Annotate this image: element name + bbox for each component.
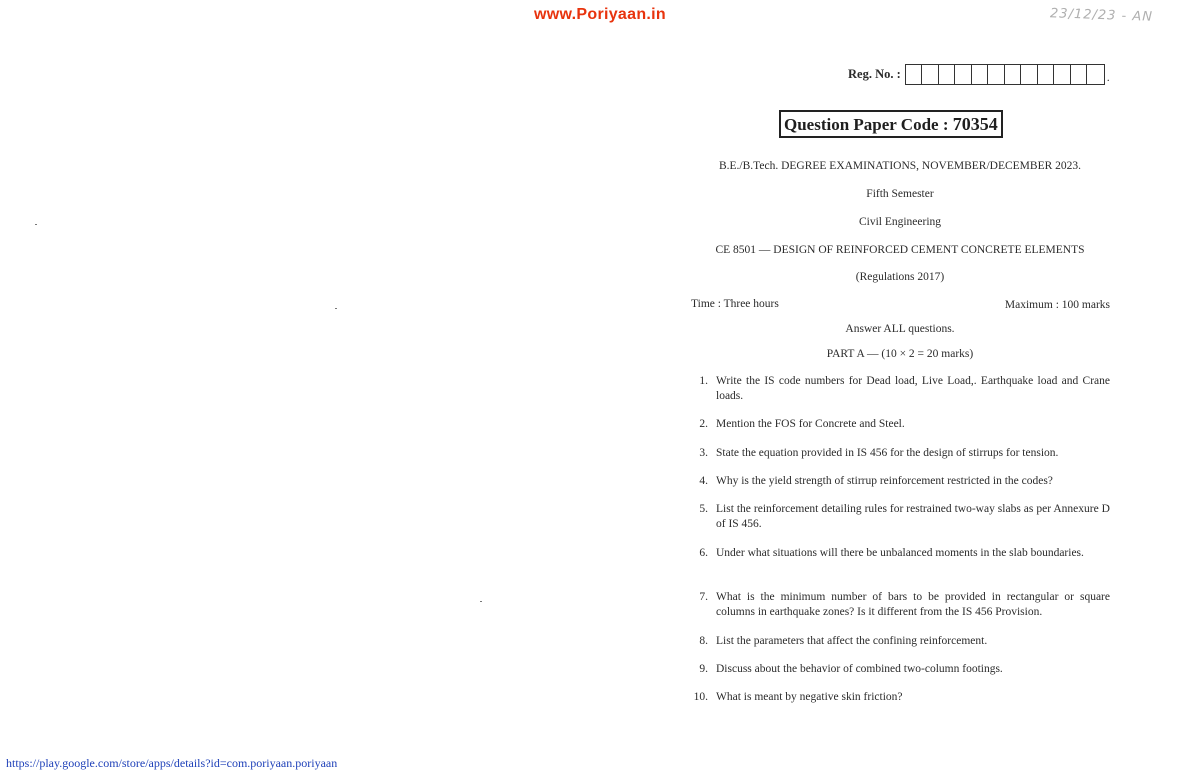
reg-number-boxes (905, 64, 1105, 85)
question-number: 4. (699, 475, 708, 487)
app-store-link[interactable]: https://play.google.com/store/apps/details?id=com.poriyaan.poriyaan (6, 756, 338, 770)
reg-number-box (1021, 65, 1038, 84)
question-text: List the reinforcement detailing rules for restrained two-way slabs as per Annexure D of IS 456. (716, 503, 1110, 530)
scan-speck (335, 308, 337, 309)
question-paper-code-number: 70354 (952, 114, 998, 134)
reg-number-box (1087, 65, 1104, 84)
reg-number-label: Reg. No. : (848, 67, 901, 81)
reg-number-box (906, 65, 923, 84)
part-a-heading: PART A — (10 × 2 = 20 marks) (826, 348, 974, 360)
question-item (686, 474, 1110, 489)
question-number: 7. (699, 591, 708, 603)
question-item (686, 634, 1110, 649)
reg-number-box (1071, 65, 1088, 84)
instruction: Answer ALL questions. (845, 323, 955, 335)
question-item (686, 662, 1110, 677)
question-item (686, 446, 1110, 461)
question-number: 2. (699, 418, 708, 430)
question-text: Discuss about the behavior of combined two-column footings. (716, 663, 1003, 675)
site-watermark-header[interactable]: www.Poriyaan.in (534, 6, 666, 23)
question-text: Write the IS code numbers for Dead load, Live Load,. Earthquake load and Crane loads. (716, 375, 1110, 402)
question-item (686, 417, 1110, 432)
question-item (686, 374, 1110, 404)
reg-number-box (972, 65, 989, 84)
question-number: 9. (699, 663, 708, 675)
reg-number-box (1038, 65, 1055, 84)
reg-number-box (922, 65, 939, 84)
question-text: State the equation provided in IS 456 for the design of stirrups for tension. (716, 447, 1059, 459)
question-text: Mention the FOS for Concrete and Steel. (716, 418, 905, 430)
question-text: What is the minimum number of bars to be provided in rectangular or square columns in earthquake zones? Is it different from the IS 456 Provision. (716, 591, 1110, 618)
exam-duration: Time : Three hours (691, 298, 779, 310)
handwritten-date-note: 23/12/23 - AN (1049, 6, 1154, 25)
question-number: 3. (699, 447, 708, 459)
reg-number-row (848, 64, 1110, 85)
question-item (686, 546, 1110, 561)
question-text: Under what situations will there be unbalanced moments in the slab boundaries. (716, 547, 1084, 559)
semester: Fifth Semester (866, 188, 934, 200)
reg-number-dot: . (1106, 70, 1110, 84)
reg-number-box (988, 65, 1005, 84)
question-paper-code-label: Question Paper Code : (784, 115, 949, 134)
question-item (686, 590, 1110, 620)
question-item (686, 502, 1110, 532)
department: Civil Engineering (858, 216, 942, 228)
maximum-marks: Maximum : 100 marks (1004, 299, 1110, 311)
question-number: 1. (699, 375, 708, 387)
regulations: (Regulations 2017) (855, 271, 945, 283)
question-number: 10. (693, 691, 708, 703)
question-number: 5. (699, 503, 708, 515)
question-item (686, 690, 1110, 705)
reg-number-box (939, 65, 956, 84)
question-number: 6. (699, 547, 708, 559)
reg-number-box (1005, 65, 1022, 84)
reg-number-box (1054, 65, 1071, 84)
reg-number-box (955, 65, 972, 84)
exam-title: B.E./B.Tech. DEGREE EXAMINATIONS, NOVEMBER/DECEMBER 2023. (718, 160, 1082, 172)
scan-speck (35, 224, 37, 225)
course-title: CE 8501 — DESIGN OF REINFORCED CEMENT CONCRETE ELEMENTS (715, 244, 1085, 256)
question-text: Why is the yield strength of stirrup reinforcement restricted in the codes? (716, 475, 1053, 487)
scan-speck (480, 601, 482, 602)
question-text: List the parameters that affect the confining reinforcement. (716, 635, 988, 647)
question-text: What is meant by negative skin friction? (716, 691, 903, 703)
question-paper-code-box (779, 110, 1003, 138)
question-number: 8. (699, 635, 708, 647)
